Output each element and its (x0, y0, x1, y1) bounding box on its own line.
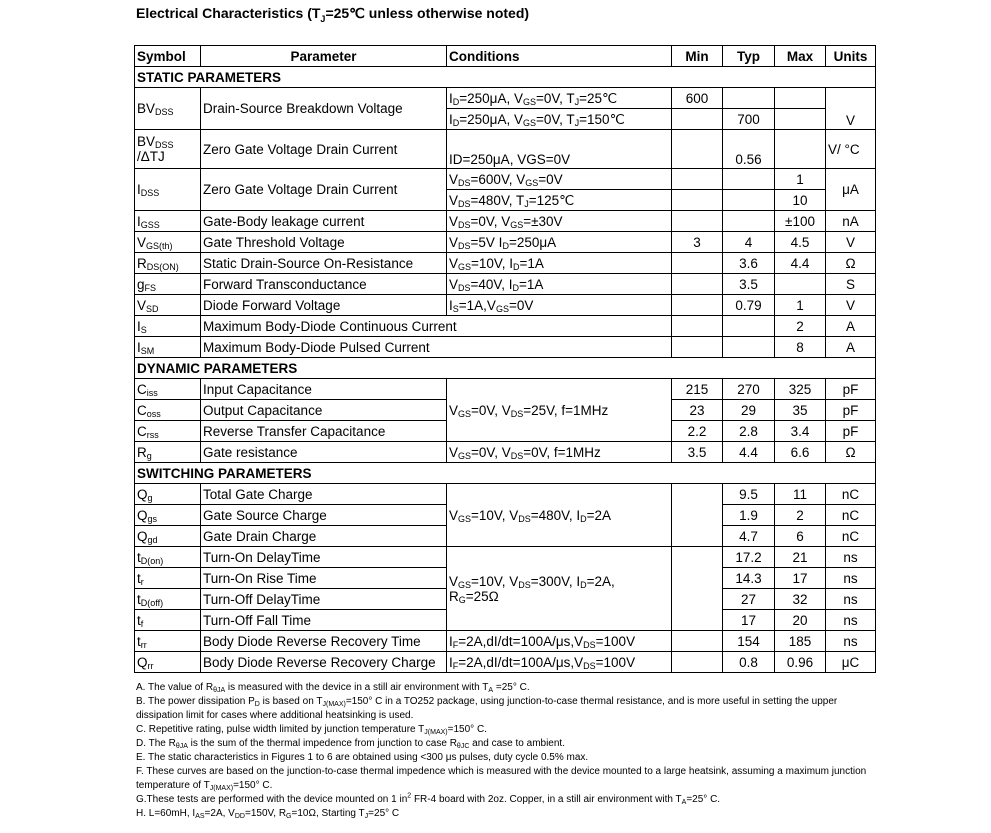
min-ciss: 215 (672, 379, 723, 400)
header-units: Units (826, 46, 876, 67)
symbol-qgs: $Q_{gs}$ (135, 505, 201, 526)
symbol-rg: $R_g$ (135, 442, 201, 463)
max-idss-2: 10 (775, 190, 826, 211)
typ-bvtc: 0.56 (723, 130, 775, 169)
cond-trr: $I_F=2A,dI/dt=100A/\mu s,V_{DS}=100V$ (447, 631, 672, 652)
param-bvdss: Drain-Source Breakdown Voltage (201, 88, 447, 130)
max-tdoff: 32 (775, 589, 826, 610)
units-ciss: pF (826, 379, 876, 400)
min-vgsth: 3 (672, 232, 723, 253)
param-idss: Zero Gate Voltage Drain Current (201, 169, 447, 211)
symbol-tdoff: $t_{D(off)}$ (135, 589, 201, 610)
min-gate-charge-empty (672, 484, 723, 547)
typ-qgd: 4.7 (723, 526, 775, 547)
min-rg: 3.5 (672, 442, 723, 463)
max-ciss: 325 (775, 379, 826, 400)
symbol-ciss: $C_{iss}$ (135, 379, 201, 400)
max-igss: ±100 (775, 211, 826, 232)
symbol-crss: $C_{rss}$ (135, 421, 201, 442)
cond-bvdss-2: $I_D=250\mu A$, $V_{GS}=0V$, $T_J=150℃$ (447, 109, 672, 130)
typ-tdon: 17.2 (723, 547, 775, 568)
table-row (135, 211, 876, 232)
header-max: Max (775, 46, 826, 67)
param-is: Maximum Body-Diode Continuous Current (201, 316, 672, 337)
symbol-rdson: $R_{DS(ON)}$ (135, 253, 201, 274)
cond-idss-1: $V_{DS}=600V$, $V_{GS}=0V$ (447, 169, 672, 190)
table-row (135, 652, 876, 673)
min-coss: 23 (672, 400, 723, 421)
symbol-idss: $I_{DSS}$ (135, 169, 201, 211)
units-qrr: μC (826, 652, 876, 673)
units-igss: nA (826, 211, 876, 232)
table-row (135, 484, 876, 505)
param-coss: Output Capacitance (201, 400, 447, 421)
max-trr: 185 (775, 631, 826, 652)
table-title: Electrical Characteristics ($T_J=25℃$ unless otherwise noted) (136, 5, 530, 24)
typ-rg: 4.4 (723, 442, 775, 463)
symbol-bvtc: $BV_{DSS}$ /ΔTJ (135, 130, 201, 169)
header-min: Min (672, 46, 723, 67)
note-h: H. L=60mH, $I_{AS}=2A$, $V_{DD}=150V$, $R_G=10\Omega$, Starting $T_J=25^\circ$ C (136, 808, 400, 820)
max-ism: 8 (775, 337, 826, 358)
max-tr: 17 (775, 568, 826, 589)
max-qgd: 6 (775, 526, 826, 547)
param-tdoff: Turn-Off DelayTime (201, 589, 447, 610)
header-symbol: Symbol (135, 46, 201, 67)
cond-vgsth: $V_{DS}=5V$ $I_D=250\mu A$ (447, 232, 672, 253)
table-row (135, 130, 876, 169)
param-igss: Gate-Body leakage current (201, 211, 447, 232)
typ-coss: 29 (723, 400, 775, 421)
section-dynamic: DYNAMIC PARAMETERS (135, 358, 876, 379)
param-qg: Total Gate Charge (201, 484, 447, 505)
param-qgd: Gate Drain Charge (201, 526, 447, 547)
max-vsd: 1 (775, 295, 826, 316)
units-crss: pF (826, 421, 876, 442)
table-row (135, 442, 876, 463)
typ-qgs: 1.9 (723, 505, 775, 526)
units-qgd: nC (826, 526, 876, 547)
header-parameter: Parameter (201, 46, 447, 67)
cond-vsd: $I_S=1A,V_{GS}=0V$ (447, 295, 672, 316)
max-qrr: 0.96 (775, 652, 826, 673)
max-vgsth: 4.5 (775, 232, 826, 253)
cond-rg: $V_{GS}=0V$, $V_{DS}=0V$, f=1MHz (447, 442, 672, 463)
max-qgs: 2 (775, 505, 826, 526)
symbol-trr: $t_{rr}$ (135, 631, 201, 652)
max-is: 2 (775, 316, 826, 337)
note-e: E. The static characteristics in Figures 1 to 6 are obtained using <300 μs pulses, duty cycle 0.5% max. (136, 752, 589, 763)
symbol-tf: $t_f$ (135, 610, 201, 631)
typ-rdson: 3.6 (723, 253, 775, 274)
footnotes (136, 681, 881, 821)
param-ism: Maximum Body-Diode Pulsed Current (201, 337, 672, 358)
table-row (135, 232, 876, 253)
symbol-igss: $I_{GSS}$ (135, 211, 201, 232)
header-typ: Typ (723, 46, 775, 67)
cond-gate-charge: $V_{GS}=10V$, $V_{DS}=480V$, $I_D=2A$ (447, 484, 672, 547)
note-b: B. The power dissipation $P_D$ is based on $T_{J(MAX)}=150^\circ$ C in a TO252 package, using junction-to-case thermal resistance, and is more useful in setting the upper dissipation limit for cases where additional heatsinking is used. (136, 696, 838, 721)
max-qg: 11 (775, 484, 826, 505)
max-crss: 3.4 (775, 421, 826, 442)
param-tdon: Turn-On DelayTime (201, 547, 447, 568)
param-crss: Reverse Transfer Capacitance (201, 421, 447, 442)
header-row (135, 46, 876, 67)
units-trr: ns (826, 631, 876, 652)
units-tdon: ns (826, 547, 876, 568)
typ-tf: 17 (723, 610, 775, 631)
param-bvtc: Zero Gate Voltage Drain Current (201, 130, 447, 169)
units-coss: pF (826, 400, 876, 421)
cond-qrr: $I_F=2A,dI/dt=100A/\mu s,V_{DS}=100V$ (447, 652, 672, 673)
units-vgsth: V (826, 232, 876, 253)
symbol-gfs: $g_{FS}$ (135, 274, 201, 295)
param-tf: Turn-Off Fall Time (201, 610, 447, 631)
section-static: STATIC PARAMETERS (135, 67, 876, 88)
table-row (135, 253, 876, 274)
typ-trr: 154 (723, 631, 775, 652)
max-tdon: 21 (775, 547, 826, 568)
cond-capacitance: $V_{GS}=0V$, $V_{DS}=25V$, f=1MHz (447, 379, 672, 442)
cond-gfs: $V_{DS}=40V$, $I_D=1A$ (447, 274, 672, 295)
param-ciss: Input Capacitance (201, 379, 447, 400)
units-tf: ns (826, 610, 876, 631)
units-rdson: Ω (826, 253, 876, 274)
units-tdoff: ns (826, 589, 876, 610)
units-qg: nC (826, 484, 876, 505)
units-bvdss: V (826, 88, 876, 130)
typ-vsd: 0.79 (723, 295, 775, 316)
param-qrr: Body Diode Reverse Recovery Charge (201, 652, 447, 673)
max-rdson: 4.4 (775, 253, 826, 274)
symbol-qg: $Q_g$ (135, 484, 201, 505)
table-row (135, 631, 876, 652)
max-tf: 20 (775, 610, 826, 631)
symbol-vgsth: $V_{GS(th)}$ (135, 232, 201, 253)
units-bvtc: V/ °C (826, 130, 876, 169)
typ-ciss: 270 (723, 379, 775, 400)
symbol-is: $I_S$ (135, 316, 201, 337)
cond-idss-2: $V_{DS}=480V$, $T_J=125℃$ (447, 190, 672, 211)
electrical-characteristics-table (134, 45, 876, 673)
typ-vgsth: 4 (723, 232, 775, 253)
typ-tr: 14.3 (723, 568, 775, 589)
param-rdson: Static Drain-Source On-Resistance (201, 253, 447, 274)
table-row (135, 379, 876, 400)
note-a: A. The value of $R_{\theta JA}$ is measured with the device in a still air environment with $T_A =25^\circ$ C. (136, 682, 530, 694)
param-tr: Turn-On Rise Time (201, 568, 447, 589)
table-row (135, 274, 876, 295)
cond-switching: $V_{GS}=10V$, $V_{DS}=300V$, $I_D=2A$, $R_G=25\Omega$ (447, 547, 672, 631)
units-rg: Ω (826, 442, 876, 463)
units-ism: A (826, 337, 876, 358)
note-g: G.These tests are performed with the device mounted on 1 $in^2$ FR-4 board with 2oz. Copper, in a still air environment with $T_A=25^\circ$ C. (136, 792, 721, 806)
table-row (135, 337, 876, 358)
units-idss: μA (826, 169, 876, 211)
note-f: F. These curves are based on the junction-to-case thermal impedence which is measured with the device mounted to a large heatsink, assuming a maximum junction temperature of $T_{J(MAX)}=150^\circ$ C. (136, 766, 867, 792)
table-row (135, 169, 876, 190)
section-switching: SWITCHING PARAMETERS (135, 463, 876, 484)
units-gfs: S (826, 274, 876, 295)
cond-igss: $V_{DS}=0V$, $V_{GS}=\pm 30V$ (447, 211, 672, 232)
min-bvdss: 600 (672, 88, 723, 109)
typ-bvdss: 700 (723, 109, 775, 130)
units-is: A (826, 316, 876, 337)
header-conditions: Conditions (447, 46, 672, 67)
min-switching-empty (672, 547, 723, 631)
symbol-tr: $t_r$ (135, 568, 201, 589)
param-vgsth: Gate Threshold Voltage (201, 232, 447, 253)
table-row (135, 316, 876, 337)
symbol-ism: $I_{SM}$ (135, 337, 201, 358)
cond-bvdss-1: $I_D=250\mu A$, $V_{GS}=0V$, $T_J=25℃$ (447, 88, 672, 109)
typ-qg: 9.5 (723, 484, 775, 505)
table-row (135, 88, 876, 109)
max-idss-1: 1 (775, 169, 826, 190)
note-d: D. The $R_{\theta JA}$ is the sum of the thermal impedence from junction to case $R_{\theta JC}$ and case to ambient. (136, 738, 565, 750)
units-tr: ns (826, 568, 876, 589)
max-rg: 6.6 (775, 442, 826, 463)
table-row (135, 295, 876, 316)
units-vsd: V (826, 295, 876, 316)
symbol-qrr: $Q_{rr}$ (135, 652, 201, 673)
param-gfs: Forward Transconductance (201, 274, 447, 295)
cond-rdson: $V_{GS}=10V$, $I_D=1A$ (447, 253, 672, 274)
typ-gfs: 3.5 (723, 274, 775, 295)
param-vsd: Diode Forward Voltage (201, 295, 447, 316)
min-crss: 2.2 (672, 421, 723, 442)
symbol-tdon: $t_{D(on)}$ (135, 547, 201, 568)
param-qgs: Gate Source Charge (201, 505, 447, 526)
max-coss: 35 (775, 400, 826, 421)
note-c: C. Repetitive rating, pulse width limited by junction temperature $T_{J(MAX)}=150^\circ$ C. (136, 724, 487, 736)
table-row (135, 547, 876, 568)
symbol-bvdss: $BV_{DSS}$ (135, 88, 201, 130)
symbol-coss: $C_{oss}$ (135, 400, 201, 421)
param-trr: Body Diode Reverse Recovery Time (201, 631, 447, 652)
param-rg: Gate resistance (201, 442, 447, 463)
symbol-qgd: $Q_{gd}$ (135, 526, 201, 547)
typ-tdoff: 27 (723, 589, 775, 610)
typ-qrr: 0.8 (723, 652, 775, 673)
cond-bvtc: ID=250μA, VGS=0V (447, 130, 672, 169)
symbol-vsd: $V_{SD}$ (135, 295, 201, 316)
typ-crss: 2.8 (723, 421, 775, 442)
units-qgs: nC (826, 505, 876, 526)
